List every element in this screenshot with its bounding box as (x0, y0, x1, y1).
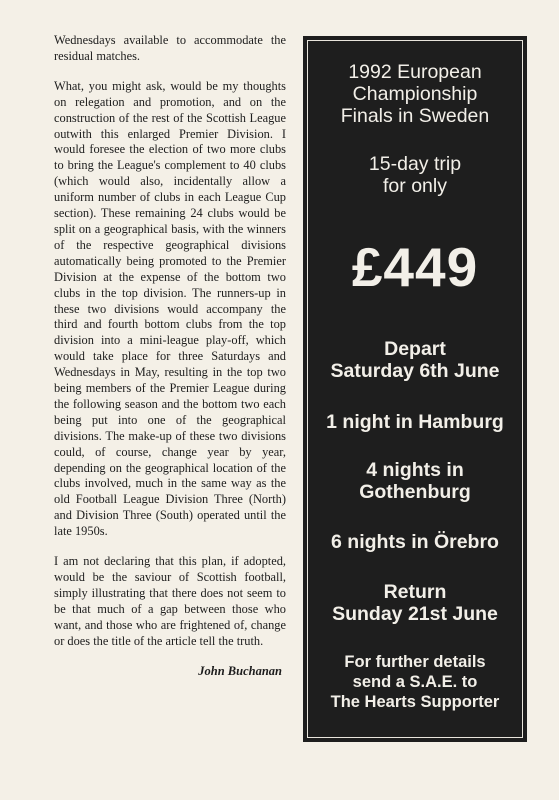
ad-departure (308, 338, 522, 382)
author-signature: John Buchanan (198, 663, 282, 678)
ad-title (308, 61, 522, 127)
ad-details-line: For further details (344, 653, 486, 671)
ad-price: £449 (351, 236, 479, 298)
ad-details-line: The Hearts Supporter (330, 693, 500, 711)
ad-hamburg-stay: 1 night in Hamburg (326, 411, 504, 433)
ad-return-line: Sunday 21st June (332, 603, 498, 625)
ad-details-line: send a S.A.E. to (352, 673, 478, 691)
article-paragraph: I am not declaring that this plan, if adopted, would be the saviour of Scottish football, simply illustrating that there does not seem to be that much of a gap between those who want, and those who are frightened of, change or does the title of the article tell the truth. (54, 554, 286, 648)
ad-gothenburg-line: Gothenburg (359, 481, 471, 503)
ad-title-line: 1992 European (348, 61, 482, 83)
article-column (54, 33, 286, 679)
ad-trip-line: for only (383, 175, 447, 197)
ad-trip-length (308, 153, 522, 197)
advertisement (303, 36, 527, 742)
ad-gothenburg-line: 4 nights in (366, 459, 464, 481)
ad-return (308, 581, 522, 625)
ad-gothenburg-stay (308, 459, 522, 503)
ad-trip-line: 15-day trip (368, 153, 462, 175)
ad-depart-line: Saturday 6th June (330, 360, 500, 382)
ad-title-line: Championship (352, 83, 478, 105)
ad-return-line: Return (383, 581, 447, 603)
ad-orebro-stay: 6 nights in Örebro (331, 531, 499, 553)
ad-title-line: Finals in Sweden (340, 105, 490, 127)
advertisement-frame (307, 40, 523, 738)
article-paragraph: Wednesdays available to accommodate the residual matches. (54, 33, 286, 63)
article-paragraph: What, you might ask, would be my thoughts on relegation and promotion, and on the construction of the rest of the Scottish League outwith this enlarged Premier Division. I would foresee the election of two more clubs to bring the League's complement to 40 clubs (which would also, incidentally allow a uniform number of clubs in each League Cup section). These remaining 24 clubs would be split on a geographical basis, with the winners of the respective geographical divisions automatically being promoted to the Premier Division at the expense of the bottom two clubs in the top division. The runners-up in these two divisions would accompany the third and fourth bottom clubs from the top division into a mini-league play-off, which would take place for three Saturdays and Wednesdays in May, resulting in the top two being members of the Premier League during the following season and the bottom two each being put into one of the geographical divisions. The make-up of these two divisions could, of course, change year by year, depending on the geographical location of the clubs involved, much in the same way as the old Football League Division Three (North) and Division Three (South) operated until the late 1950s. (54, 78, 286, 539)
ad-contact-details (308, 652, 522, 712)
ad-depart-line: Depart (384, 338, 446, 360)
